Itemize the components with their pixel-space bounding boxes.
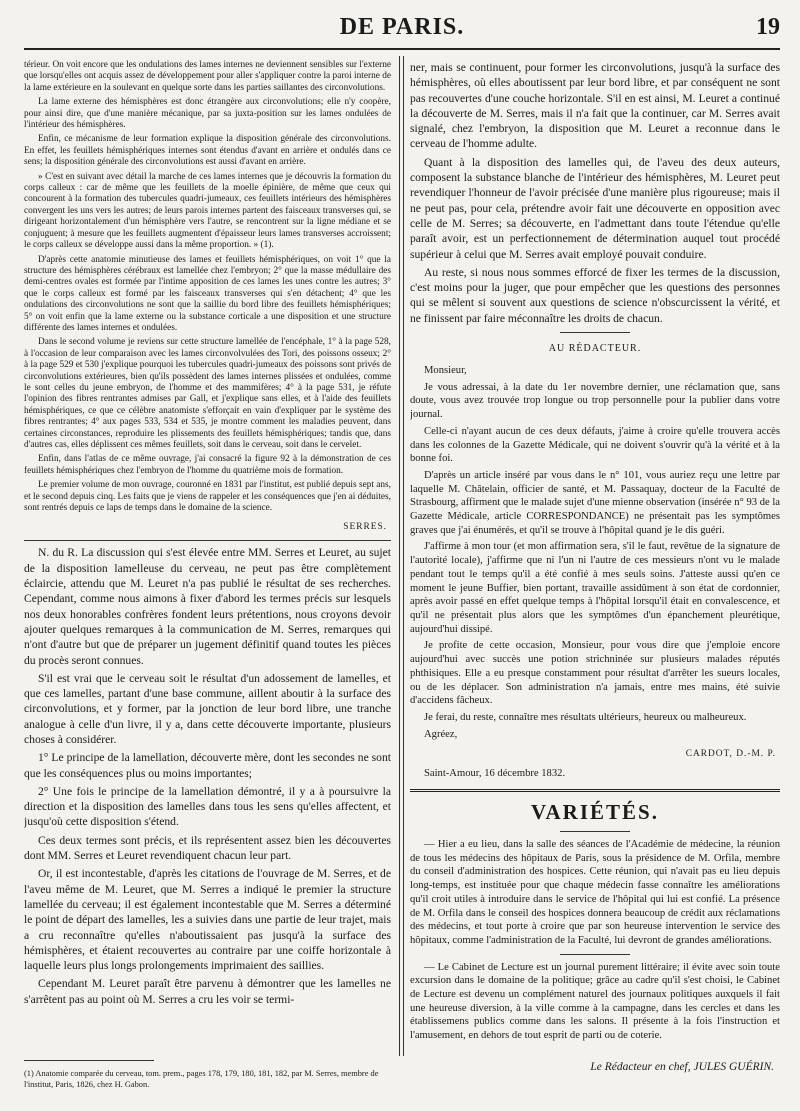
section-title: VARIÉTÉS. <box>531 800 659 825</box>
paragraph: Le premier volume de mon ouvrage, couronné en 1831 par l'institut, est publié depuis sept ans, et le second depuis cinq. Les faits que je viens de rappeler et les conséquences que j'en ai déduites, sont rentrés depuis ce laps de temps dans le domaine de la science. <box>24 480 391 514</box>
paragraph: Enfin, ce mécanisme de leur formation explique la disposition générale des circonvolutions. En effet, les feuillets hémisphériques internes sont étendus d'avant en arrière et ondulés dans ce sens; la disposition générale des circonvolutions est aussi d'avant en arrière. <box>24 134 391 168</box>
paragraph: — Hier a eu lieu, dans la salle des séances de l'Académie de médecine, la réunion de tous les médecins des hôpitaux de Paris, sous la présidence de M. Orfila, membre du conseil d'administration des hospices. Cette réunion, qui n'avait pas eu lieu depuis long-temps, est instituée pour que chaque médecin fasse connaître les améliorations qu'il croit utiles à introduire dans le service de l'hôpital qui lui est confié. La présence de M. Orfila dans le conseil des hospices donnera beaucoup de crédit aux réclamations des médecins, et tout porte à croire que par son heureuse intervention le service des hôpitaux, comme l'administration de la Faculté, lui devront de grandes améliorations. <box>410 839 780 946</box>
header-rule <box>24 48 780 50</box>
paragraph: Ces deux termes sont précis, et ils représentent assez bien les découvertes dont MM. Serres et Leuret revendiquent chacun leur part. <box>24 833 391 863</box>
column-divider <box>403 56 404 1056</box>
paragraph: Cependant M. Leuret paraît être parvenu à démontrer que les lamelles ne s'arrêtent pas au point où M. Serres a cru les voir se termi- <box>24 977 391 1006</box>
footnote-rule <box>24 1060 154 1061</box>
paragraph: S'il est vrai que le cerveau soit le résultat d'un adossement de lamelles, et que ces lamelles, partant d'une base commune, aillent aboutir à la surface des circonvolutions, et y former, par la jonction de leur bord libre, une tranche analogue à celle d'un livre, il y a, dans cette découverte importante, plusieurs choses à considérer. <box>24 671 391 746</box>
closing: Agréez, <box>424 728 458 740</box>
paragraph: 1° Le principe de la lamellation, découverte mère, dont les secondes ne sont que les conséquences plus ou moins importantes; <box>24 751 391 780</box>
paragraph: Quant à la disposition des lamelles qui, de l'aveu des deux auteurs, composent la substance blanche de l'intérieur des hémisphères, M. Leuret peut revendiquer l'honneur de l'avoir précisée d'une manière plus rigoureuse; mais il ne peut pas, pour cela, prétendre avoir fait une découverte en opposition avec celle de M. Serres; sa découverte, en l'admettant dans toute l'étendue qu'elle paraît avoir, est un perfectionnement de détermination auquel tout procédé supérieur à celui que M. Serres avait employé pouvait conduire. <box>410 155 780 261</box>
paragraph: Je ferai, du reste, connaître mes résultats ultérieurs, heureux ou malheureux. <box>424 711 747 723</box>
paragraph: » C'est en suivant avec détail la marche de ces lames internes que je découvris la formation du corps calleux : car de même que les feuillets de la moelle épinière, de même que ceux qui concourent à la formation des tubercules quadri-jumeaux, ces feuillets intérieurs des hémisphères convergent les uns vers les autres; de leurs parois internes partent des faisceaux transverses qui, se dirigeant horizontalement d'un hémisphère vers l'autre, se rencontrent sur la ligne médiane et se conjuguent; à mesure que les feuillets augmentent d'épaisseur leurs lames transverses accroissent; le corps calleux se développe aussi dans la même proportion. » (1). <box>24 171 391 251</box>
paragraph: Or, il est incontestable, d'après les citations de l'ouvrage de M. Serres, et de l'aveu même de M. Leuret, que M. Serres a indiqué le premier la structure lamellée du cerveau; il est également incontestable que M. Serres a déterminé le point de départ des lamelles, les a suivies dans une partie de leur trajet, mais a cru reconnaître qu'elles n'aboutissaient pas jusqu'à la surface des hémisphères, et étaient recouvertes au contraire par une coiffe horizontale à laquelle leurs plus longs prolongements imprimaient des saillies. <box>24 867 391 973</box>
section-rule <box>560 954 630 955</box>
page-number: 19 <box>756 14 780 40</box>
paragraph: Enfin, dans l'atlas de ce même ouvrage, j'ai consacré la figure 92 à la démonstration de ces feuillets hémisphériques chez l'embryon de l'homme du quatrième mois de formation. <box>24 454 391 476</box>
salutation: Monsieur, <box>424 365 467 377</box>
paragraph: ner, mais se continuent, pour former les circonvolutions, jusqu'à la surface des hémisphères, où elles aboutissent par leur bord libre, et par conséquent ne sont pas recouvertes d'une couche horizontale. S'il en est ainsi, M. Leuret a continué la découverte de M. Serres, mais il n'a fait que la continuer, car M. Serres avait signalé, chez l'embryon, la disposition que M. Leuret a reconnue dans le cerveau de l'homme adulte. <box>410 61 780 151</box>
paragraph: D'après un article inséré par vous dans le n° 101, vous auriez reçu une lettre par laquelle M. Châtelain, officier de santé, et M. Passaquay, docteur de la Faculté de Strasbourg, affirment que le malade sujet d'une mienne observation (insérée n° 93 de la Gazette Médicale, article CORRESPONDANCE) ne présentait pas les symptômes graves que j'ai énumérés, et qu'il se trouve à l'hôpital quand je le dis guéri. <box>410 469 780 536</box>
paragraph: Je vous adressai, à la date du 1er novembre dernier, une réclamation que, sans doute, vous avez trouvée trop longue ou trop personnelle pour la publier dans votre journal. <box>410 381 780 421</box>
left-column <box>24 60 391 1028</box>
section-rule <box>410 789 780 792</box>
paragraph: Je profite de cette occasion, Monsieur, pour vous dire que j'emploie encore aujourd'hui avec succès une potion strichninée sur plusieurs malades réputés phthisiques. Elle a eu presque constamment pour résultat d'arrêter les sueurs locales, ou de les déplacer. Son administration n'a jamais, entre mes mains, été suivie d'accidens fâcheux. <box>410 640 780 707</box>
paragraph: La lame externe des hémisphères est donc étrangère aux circonvolutions; elle n'y coopère, pour ainsi dire, que d'une manière mécanique, par sa juxta-position sur les lames ondulées de l'intérieur des hémisphères. <box>24 97 391 131</box>
paragraph: Au reste, si nous nous sommes efforcé de fixer les termes de la discussion, c'est moins pour la juger, que pour empêcher que les questions des personnes qui se mêlent si souvent aux questions de science n'obscurcissent la vérité, et ne finissent par faire méconnaître les droits de chacun. <box>410 265 780 325</box>
paragraph: D'après cette anatomie minutieuse des lames et feuillets hémisphériques, on voit 1° que la structure des hémisphères cérébraux est lamellée chez l'embryon; 2° que la masse médullaire des demi-centres ovales est formée par l'intime apposition de ces lames les unes contre les autres; 3° que le corps calleux est formé par les faisceaux transverses qui s'en détachent; 4° que les ondulations des circonvolutions ne sont que la saillie du bord libre des feuillets hémisphériques; 5° on voit enfin que la lame externe ou la substance corticale a une disposition et une structure différente des lames internes et ondulées. <box>24 254 391 333</box>
paragraph: Dans le second volume je reviens sur cette structure lamellée de l'encéphale, 1° à la page 528, à l'occasion de leur comparaison avec les lames circonvolvulées des Tori, des poissons osseux; 2° à la page 529 et 530 j'explique pourquoi les tubercules quadri-jumeaux des poissons sont privés de circonvolutions extérieures, bien qu'ils possèdent des lames internes plissées et ondulées, comme le sont celles du jeune embryon, de l'homme et des mammifères; 4° à la page 531, je réfute l'opinion des fibres rentrantes admises par Gall, et j'explique sans elles, et à l'aide des feuillets hémisphériques, ce que ce célèbre anatomiste s'efforçait en vain d'expliquer par le système des fibres rentrantes; 4° aux pages 533, 534 et 535, je montre comment les maladies peuvent, dans certaines circonstances, reproduire les plissements des feuillets hémisphériques; tandis que, dans d'autres cas, elles déplissent ces mêmes feuillets, soit dans le cerveau, soit dans le cervelet. <box>24 337 391 450</box>
place-date: Saint-Amour, 16 décembre 1832. <box>424 768 566 780</box>
paragraph: N. du R. La discussion qui s'est élevée entre MM. Serres et Leuret, au sujet de la disposition lamelleuse du cerveau, ne peut pas être complètement éclaircie, attendu que M. Leuret n'a pas publié le résultat de ses recherches. Cependant, comme nous aimons à fixer d'abord les termes précis sur lesquels nos deux honorables confrères fondent leurs prétentions, nous croyons devoir ajouter quelques remarques à la communication de M. Serres, remarques qui n'ont d'autre but que de préparer un jugement définitif quand toutes les pièces du procès seront connues. <box>24 546 391 667</box>
page-title: DE PARIS. <box>339 14 465 40</box>
section-rule <box>24 540 391 541</box>
page-header <box>24 12 780 50</box>
paragraph: J'affirme à mon tour (et mon affirmation sera, s'il le faut, revêtue de la signature de l'autorité locale), j'affirme que ni l'un ni l'autre de ces messieurs n'ont vu le malade pendant tout le temps qu'il a été confié à mes seuls soins. J'atteste aussi qu'en ce moment le jeune Buffier, bien portant, travaille assidûment à son état de cordonnier, après avoir passé en effet quelque temps à l'hôpital lorsqu'il était en convalescence, et qu'il ne présentait plus alors que les symptômes d'un épanchement pleurétique, aujourd'hui dissipé. <box>410 541 780 635</box>
paragraph: — Le Cabinet de Lecture est un journal purement littéraire; il évite avec soin toute excursion dans le domaine de la politique; grâce au cadre qu'il s'est choisi, le Cabinet de Lecture est devenu un complément naturel des journaux politiques auxquels il fait une heureuse diversion, à la ville comme à la campagne, dans les cercles et dans les établissemens publics comme dans les salons. Il présente à la fois l'instruction et l'amusement, en dehors de tout esprit de parti ou de coterie. <box>410 961 780 1042</box>
section-rule <box>560 332 630 333</box>
author-signature: SERRES. <box>343 522 387 533</box>
right-column <box>410 60 780 1075</box>
paragraph: Celle-ci n'ayant aucun de ces deux défauts, j'aime à croire qu'elle trouvera accès dans les colonnes de la Gazette Médicale, qui ne doivent s'ouvrir qu'à la vérité et à la bonne foi. <box>410 425 780 465</box>
footnote: (1) Anatomie comparée du cerveau, tom. prem., pages 178, 179, 180, 181, 182, par M. Serres, membre de l'institut, Paris, 1826, chez H. Gabon. <box>24 1069 379 1089</box>
paragraph: 2° Une fois le principe de la lamellation démontré, il y a à poursuivre la direction et la disposition des lamelles dans tous les sens qu'elles affectent, et jusqu'où cette disposition s'étend. <box>24 784 391 829</box>
section-rule <box>560 831 630 832</box>
letter-signature: CARDOT, D.-M. P. <box>685 749 776 760</box>
paragraph: térieur. On voit encore que les ondulations des lames internes ne deviennent sensibles sur l'externe que lorsqu'elles ont acquis assez de développement pour aller s'appliquer contre la paroi interne de la lame extérieure en la soulevant en quelque sorte dans les parties saillantes des circonvolutions. <box>24 60 391 93</box>
column-divider <box>399 56 400 1056</box>
section-heading: AU RÉDACTEUR. <box>548 343 642 355</box>
editor-in-chief: Le Rédacteur en chef, JULES GUÉRIN. <box>590 1060 774 1073</box>
